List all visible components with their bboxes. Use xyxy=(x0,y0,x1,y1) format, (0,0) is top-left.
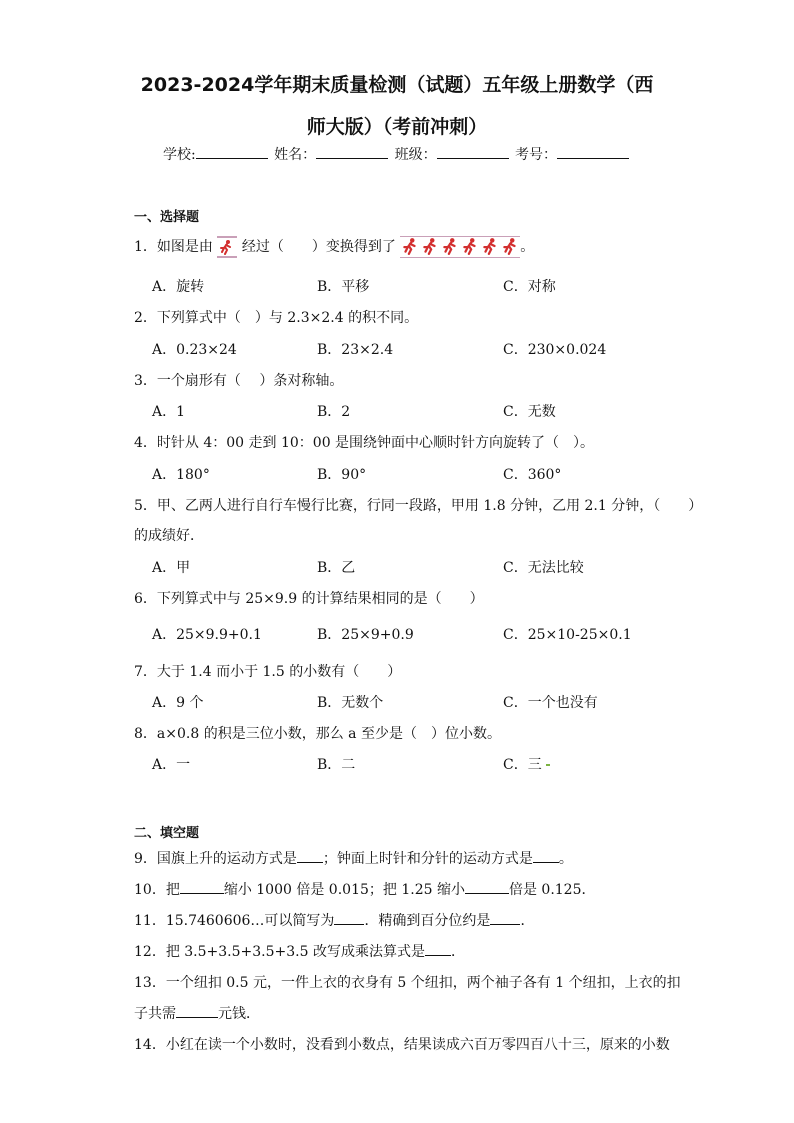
q8-option-c[interactable]: C．三 xyxy=(503,754,550,774)
runner-icon xyxy=(420,237,440,257)
question-6: 6．下列算式中与 25×9.9 的计算结果相同的是（ ） xyxy=(134,591,484,607)
runner-icon xyxy=(400,237,420,257)
runner-icon xyxy=(480,237,500,257)
q1-option-a[interactable]: A．旋转 xyxy=(152,279,205,295)
section-1-title: 一、选择题 xyxy=(134,210,200,225)
class-label: 班级： xyxy=(394,147,437,163)
q3-option-a[interactable]: A．1 xyxy=(152,404,186,420)
question-2: 2．下列算式中（ ）与 2.3×2.4 的积不同。 xyxy=(134,310,419,326)
q6-option-c[interactable]: C．25×10-25×0.1 xyxy=(503,627,632,643)
q2-option-a[interactable]: A．0.23×24 xyxy=(152,342,237,358)
question-10: 10．把 缩小 1000 倍是 0.015；把 1.25 缩小 倍是 0.125． xyxy=(134,879,596,899)
q9-blank-2[interactable] xyxy=(533,848,559,863)
q4-option-c[interactable]: C．360° xyxy=(503,467,562,483)
q2-option-c[interactable]: C．230×0.024 xyxy=(503,342,607,358)
q13-blank[interactable] xyxy=(176,1003,218,1018)
runner-icon xyxy=(440,237,460,257)
q11-blank-1[interactable] xyxy=(334,910,364,925)
q6-option-b[interactable]: B．25×9+0.9 xyxy=(317,627,414,643)
question-14: 14．小红在读一个小数时，没看到小数点，结果读成六百万零四百八十三，原来的小数 xyxy=(134,1037,670,1053)
green-mark xyxy=(546,764,550,766)
number-blank[interactable] xyxy=(557,144,629,159)
q5-option-b[interactable]: B．乙 xyxy=(317,560,356,576)
question-13: 13．一个纽扣 0.5 元，一件上衣的衣身有 5 个纽扣，两个袖子各有 1 个纽扣，上衣的扣 xyxy=(134,975,681,991)
q5-option-a[interactable]: A．甲 xyxy=(152,560,191,576)
q7-option-b[interactable]: B．无数个 xyxy=(317,695,384,711)
question-11: 11．15.7460606…可以简写为 ．精确到百分位约是 ． xyxy=(134,910,534,930)
question-8: 8．a×0.8 的积是三位小数，那么 a 至少是（ ）位小数。 xyxy=(134,726,501,742)
q2-option-b[interactable]: B．23×2.4 xyxy=(317,342,394,358)
question-7: 7．大于 1.4 而小于 1.5 的小数有（ ） xyxy=(134,664,402,680)
q1-option-c[interactable]: C．对称 xyxy=(503,279,556,295)
name-label: 姓名： xyxy=(274,147,317,163)
question-5: 5．甲、乙两人进行自行车慢行比赛，行同一段路，甲用 1.8 分钟，乙用 2.1 分钟，（ ） xyxy=(134,498,703,514)
school-label: 学校: xyxy=(162,147,196,163)
question-12: 12．把 3.5+3.5+3.5+3.5 改写成乘法算式是 ． xyxy=(134,941,465,961)
q12-blank[interactable] xyxy=(425,941,451,956)
class-blank[interactable] xyxy=(437,144,509,159)
q8-option-a[interactable]: A．一 xyxy=(152,757,191,773)
question-1: 1．如图是由 经过（ ）变换得到了 。 xyxy=(134,236,534,258)
q10-blank-1[interactable] xyxy=(180,879,224,894)
q4-option-a[interactable]: A．180° xyxy=(152,467,210,483)
question-13-cont: 子共需 元钱． xyxy=(134,1003,260,1023)
q9-blank-1[interactable] xyxy=(297,848,323,863)
question-3: 3．一个扇形有（ ）条对称轴。 xyxy=(134,373,344,389)
q7-option-c[interactable]: C．一个也没有 xyxy=(503,695,598,711)
q3-option-c[interactable]: C．无数 xyxy=(503,404,556,420)
school-blank[interactable] xyxy=(196,144,268,159)
runner-icon xyxy=(217,236,237,258)
section-2-title: 二、填空题 xyxy=(134,826,200,841)
q3-option-b[interactable]: B．2 xyxy=(317,404,351,420)
runner-icon xyxy=(460,237,480,257)
question-4: 4．时针从 4：00 走到 10：00 是围绕钟面中心顺时针方向旋转了（ ）。 xyxy=(134,435,595,451)
q8-option-b[interactable]: B．二 xyxy=(317,757,356,773)
q5-option-c[interactable]: C．无法比较 xyxy=(503,560,584,576)
page-title-line2: 师大版）（考前冲刺） xyxy=(306,116,488,138)
q6-option-a[interactable]: A．25×9.9+0.1 xyxy=(152,627,262,643)
student-info xyxy=(0,144,794,164)
runner-strip xyxy=(400,236,520,258)
runner-icon xyxy=(500,237,520,257)
name-blank[interactable] xyxy=(316,144,388,159)
q10-blank-2[interactable] xyxy=(465,879,509,894)
q1-option-b[interactable]: B．平移 xyxy=(317,279,370,295)
number-label: 考号： xyxy=(515,147,558,163)
q4-option-b[interactable]: B．90° xyxy=(317,467,367,483)
q7-option-a[interactable]: A．9 个 xyxy=(152,695,204,711)
page-title-line1: 2023-2024学年期末质量检测（试题）五年级上册数学（西 xyxy=(140,74,654,96)
q11-blank-2[interactable] xyxy=(490,910,520,925)
question-9: 9．国旗上升的运动方式是 ；钟面上时针和分针的运动方式是 。 xyxy=(134,848,573,868)
question-5-cont: 的成绩好． xyxy=(134,528,204,544)
